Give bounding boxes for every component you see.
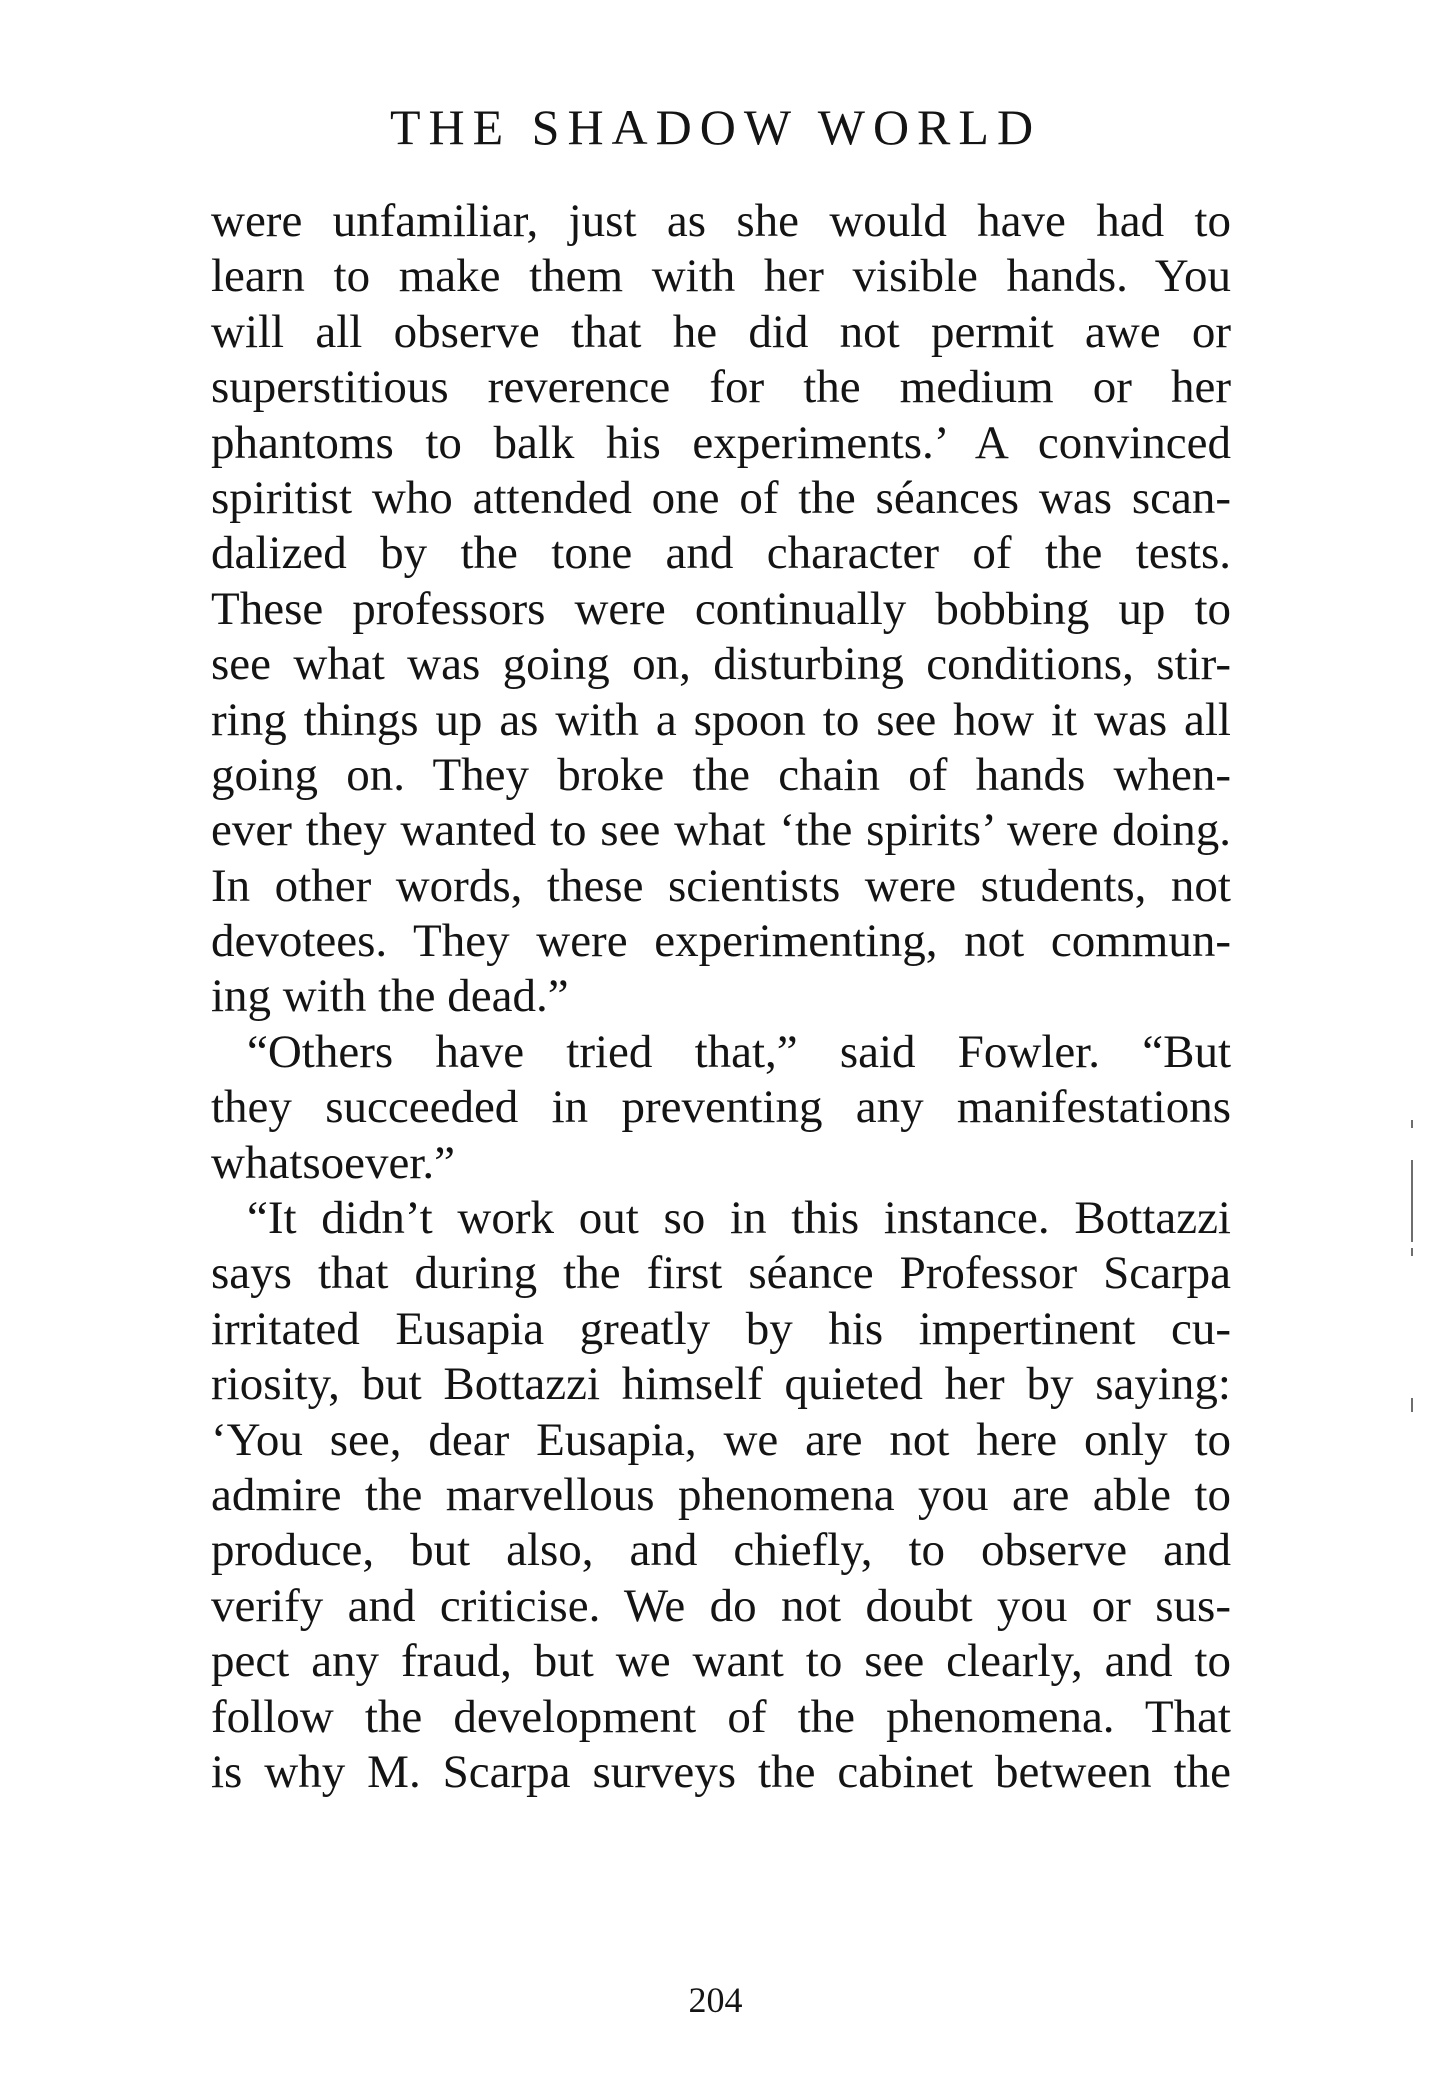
paragraph-end-line: ing with the dead.” <box>211 970 569 1023</box>
text-line: follow the development of the phenomena. That <box>211 1690 1231 1743</box>
text-line: In other words, these scientists were students, not <box>211 859 1231 912</box>
text-line: superstitious reverence for the medium or her <box>211 361 1231 414</box>
text-line: will all observe that he did not permit awe or <box>211 305 1231 358</box>
text-line: produce, but also, and chiefly, to observe and <box>211 1524 1231 1577</box>
running-title: THE SHADOW WORLD <box>389 99 1042 155</box>
text-line: phantoms to balk his experiments.’ A convinced <box>211 416 1231 469</box>
text-line: verify and criticise. We do not doubt you or sus- <box>211 1579 1231 1632</box>
scan-artifact-mark <box>1411 1248 1413 1256</box>
text-line: see what was going on, disturbing conditions, stir- <box>211 638 1231 691</box>
paragraph-end-line: whatsoever.” <box>211 1136 456 1189</box>
text-line: ‘You see, dear Eusapia, we are not here only to <box>211 1413 1231 1466</box>
text-line: dalized by the tone and character of the tests. <box>211 527 1231 580</box>
text-line: These professors were continually bobbing up to <box>211 582 1231 635</box>
scan-artifact-mark <box>1411 1160 1413 1242</box>
text-line: pect any fraud, but we want to see clearly, and to <box>211 1635 1231 1688</box>
text-line: irritated Eusapia greatly by his impertinent cu- <box>211 1302 1231 1355</box>
scan-artifact-mark <box>1411 1120 1413 1128</box>
text-line: learn to make them with her visible hands. You <box>211 250 1231 303</box>
text-line: riosity, but Bottazzi himself quieted her by saying: <box>211 1358 1231 1411</box>
text-line: ring things up as with a spoon to see how it was all <box>211 693 1231 746</box>
text-line: were unfamiliar, just as she would have had to <box>211 195 1231 247</box>
text-line: spiritist who attended one of the séances was scan- <box>211 471 1231 524</box>
text-line: going on. They broke the chain of hands when- <box>211 748 1231 801</box>
text-line: admire the marvellous phenomena you are able to <box>211 1468 1231 1521</box>
text-line: is why M. Scarpa surveys the cabinet between the <box>211 1745 1231 1798</box>
body-text <box>211 194 1231 1800</box>
scan-artifact-mark <box>1411 1398 1413 1412</box>
text-line: ever they wanted to see what ‘the spirits’ were doing. <box>211 804 1231 857</box>
paragraph-start-line: “It didn’t work out so in this instance. Bottazzi <box>247 1192 1231 1245</box>
text-line: says that during the first séance Professor Scarpa <box>211 1247 1231 1300</box>
text-line: devotees. They were experimenting, not commun- <box>211 915 1231 968</box>
page-number: 204 <box>688 1980 743 2020</box>
text-line: they succeeded in preventing any manifestations <box>211 1081 1231 1134</box>
paragraph-start-line: “Others have tried that,” said Fowler. “But <box>247 1025 1231 1078</box>
